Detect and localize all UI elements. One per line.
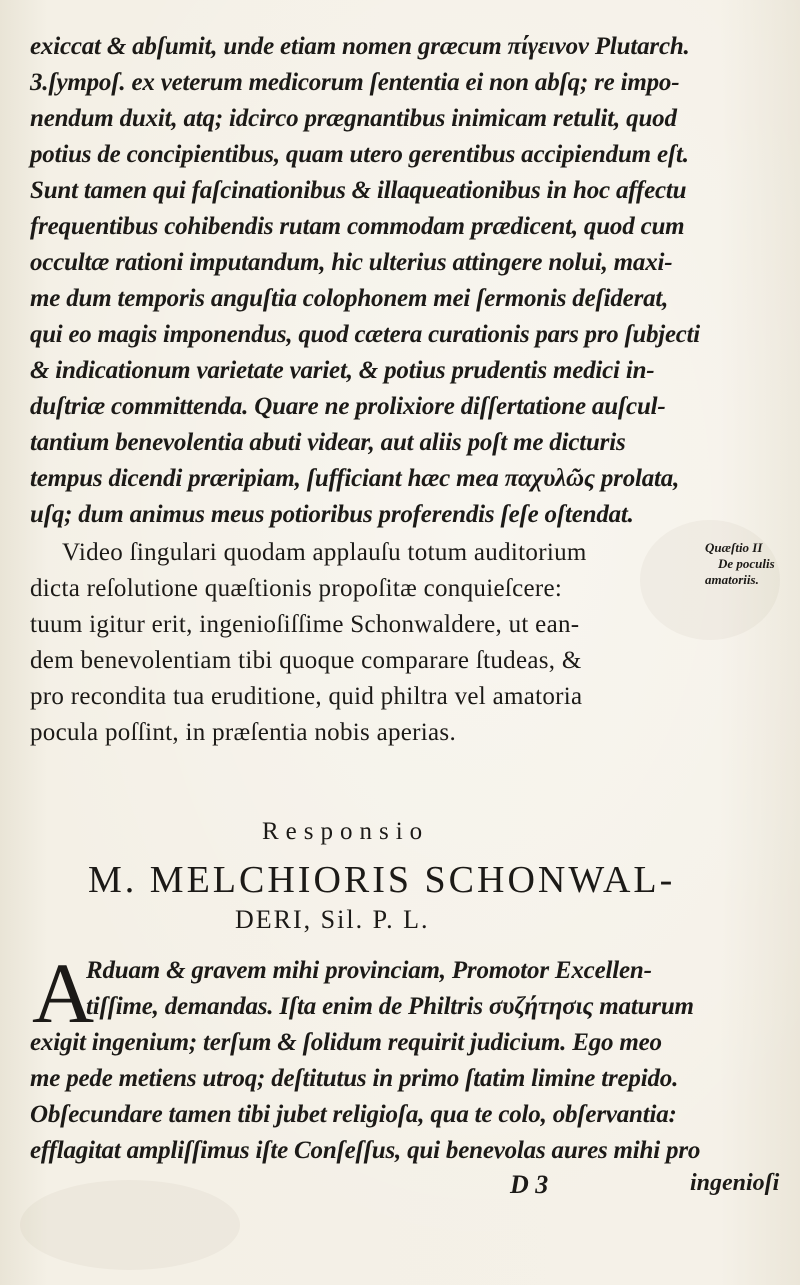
text-line: tantium benevolentia abuti videar, aut aliis poſt me dicturis <box>30 429 626 456</box>
text-line: Obſecundare tamen tibi jubet religioſa, qua te colo, obſervantia: <box>30 1101 677 1128</box>
drop-cap: A <box>32 945 95 1041</box>
text-line: dicta reſolutione quæſtionis propoſitæ conquieſcere: <box>30 575 563 602</box>
text-line: duſtriæ committenda. Quare ne prolixiore diſſertatione auſcul- <box>30 393 666 420</box>
text-line: Sunt tamen qui faſcinationibus & illaqueationibus in hoc affectu <box>30 177 687 204</box>
text-line: uſq; dum animus meus potioribus proferendis ſeſe oſtendat. <box>30 501 634 528</box>
text-line: frequentibus cohibendis rutam commodam prædicent, quod cum <box>30 213 685 240</box>
text-line: potius de concipientibus, quam utero gerentibus accipiendum eſt. <box>30 141 689 168</box>
text-line: tiſſime, demandas. Iſta enim de Philtris συζήτησις maturum <box>86 993 694 1020</box>
text-line: qui eo magis imponendus, quod cætera curationis pars pro ſubjecti <box>30 321 700 348</box>
author-heading-continued: DERI, Sil. P. L. <box>235 905 430 934</box>
text-line: exiccat & abſumit, unde etiam nomen græcum πίγεινον Plutarch. <box>30 33 690 60</box>
margin-note: amatoriis. <box>705 572 759 587</box>
margin-note: De poculis <box>718 556 775 571</box>
text-line: tempus dicendi præripiam, ſufficiant hæc mea παχυλῶς prolata, <box>30 465 680 492</box>
text-line: me dum temporis anguſtia colophonem mei ſermonis deſiderat, <box>30 285 669 312</box>
text-line: nendum duxit, atq; idcirco prægnantibus inimicam retulit, quod <box>30 105 677 132</box>
catchword: ingenioſi <box>690 1170 780 1196</box>
text-line: & indicationum varietate variet, & potius prudentis medici in- <box>30 357 655 384</box>
text-line: 3.ſympoſ. ex veterum medicorum ſententia ei non abſq; re impo- <box>30 69 680 96</box>
text-line: efflagitat ampliſſimus iſte Conſeſſus, qui benevolas aures mihi pro <box>30 1137 701 1164</box>
text-line: me pede metiens utroq; deſtitutus in primo ſtatim limine trepido. <box>30 1065 679 1092</box>
margin-note: Quæſtio II <box>705 540 763 555</box>
text-line: exigit ingenium; terſum & ſolidum requirit judicium. Ego meo <box>30 1029 662 1056</box>
text-line: Video ſingulari quodam applauſu totum auditorium <box>62 539 587 566</box>
signature-mark: D 3 <box>510 1170 549 1199</box>
text-line: occultæ rationi imputandum, hic ulterius attingere nolui, maxi- <box>30 249 673 276</box>
text-line: pro recondita tua eruditione, quid philtra vel amatoria <box>30 683 583 710</box>
paper-stain <box>20 1180 240 1270</box>
author-heading: M. MELCHIORIS SCHONWAL- <box>88 859 676 901</box>
text-line: tuum igitur erit, ingenioſiſſime Schonwaldere, ut ean- <box>30 611 580 638</box>
text-line: dem benevolentiam tibi quoque comparare ſtudeas, & <box>30 647 582 674</box>
text-line: pocula poſſint, in præſentia nobis aperias. <box>30 719 457 746</box>
text-line: Rduam & gravem mihi provinciam, Promotor Excellen- <box>86 957 652 984</box>
section-heading: Responsio <box>262 818 430 845</box>
